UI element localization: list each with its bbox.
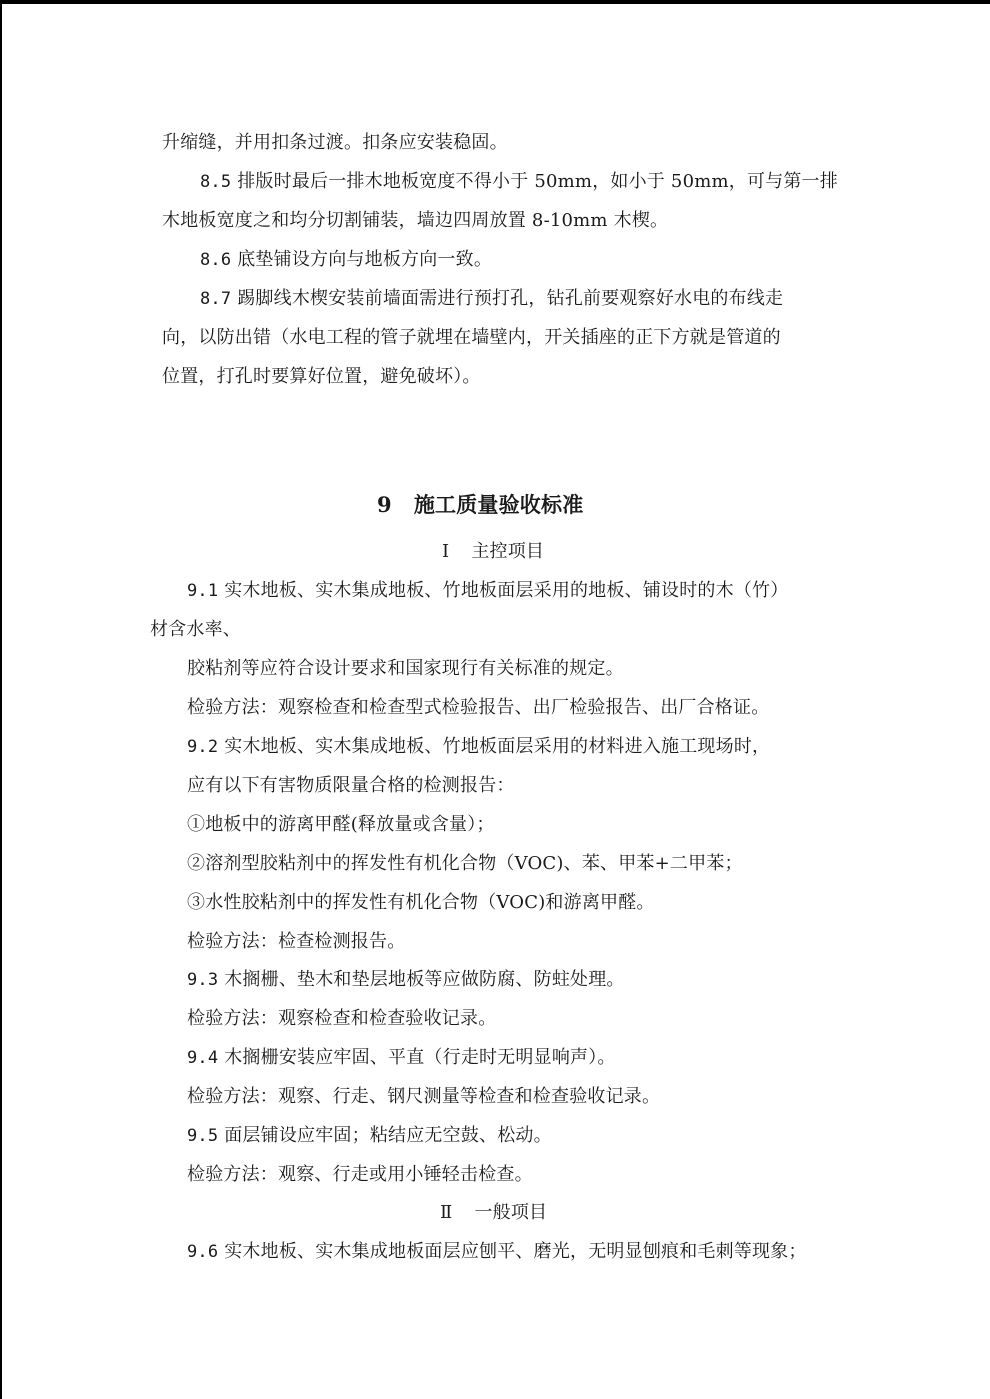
clause-8-5: 8.5 排版时最后一排木地板宽度不得小于 50mm，如小于 50mm，可与第一排 [200,171,838,192]
paragraph-line: 升缩缝，并用扣条过渡。扣条应安装稳固。 [162,132,508,153]
clause-8-7: 8.7 踢脚线木楔安装前墙面需进行预打孔，钻孔前要观察好水电的布线走 [200,288,784,309]
clause-9-1: 9.1 实木地板、实木集成地板、竹地板面层采用的地板、铺设时的木（竹） [187,580,789,601]
clause-number: 9.3 [187,970,219,990]
clause-number: 8.6 [200,250,232,270]
paragraph-line: 位置，打孔时要算好位置，避免破坏）。 [162,366,481,387]
page-left-border [0,0,2,1399]
section-heading [377,493,583,517]
inspection-method: 检验方法：观察检查和检查验收记录。 [187,1008,497,1029]
clause-number: 9.2 [187,737,219,757]
list-item: ②溶剂型胶粘剂中的挥发性有机化合物（VOC)、苯、甲苯+二甲苯； [187,853,743,874]
section-number: 9 [377,492,392,517]
subsection-heading-main-control: Ⅰ 主控项目 [442,541,545,562]
inspection-method: 检验方法：观察、行走、钢尺测量等检查和检查验收记录。 [187,1086,661,1107]
clause-number: 8.5 [200,172,232,192]
inspection-method: 检验方法：观察检查和检查型式检验报告、出厂检验报告、出厂合格证。 [187,697,770,718]
section-title: 施工质量验收标准 [413,492,584,517]
list-item: ③水性胶粘剂中的挥发性有机化合物（VOC)和游离甲醛。 [187,892,655,913]
inspection-method: 检验方法：观察、行走或用小锤轻击检查。 [187,1164,533,1185]
paragraph-line: 向，以防出错（水电工程的管子就埋在墙壁内，开关插座的正下方就是管道的 [162,327,781,348]
list-item: ①地板中的游离甲醛(释放量或含量）； [187,814,495,835]
clause-number: 8.7 [200,289,232,309]
subsection-heading-general: Ⅱ 一般项目 [440,1202,548,1223]
paragraph-line: 应有以下有害物质限量合格的检测报告： [187,775,515,796]
clause-8-6: 8.6 底垫铺设方向与地板方向一致。 [200,249,493,270]
clause-9-5: 9.5 面层铺设应牢固；粘结应无空鼓、松动。 [187,1125,552,1146]
paragraph-line: 材含水率、 [150,619,241,640]
clause-number: 9.5 [187,1126,219,1146]
paragraph-line: 木地板宽度之和均分切割铺装，墙边四周放置 8-10mm 木楔。 [162,210,669,231]
page-top-border [0,0,990,4]
clause-number: 9.6 [187,1242,219,1262]
clause-9-4: 9.4 木搁栅安装应牢固、平直（行走时无明显响声）。 [187,1047,616,1068]
clause-number: 9.4 [187,1048,219,1068]
clause-number: 9.1 [187,581,219,601]
paragraph-line: 胶粘剂等应符合设计要求和国家现行有关标准的规定。 [187,658,624,679]
clause-9-3: 9.3 木搁栅、垫木和垫层地板等应做防腐、防蛀处理。 [187,969,625,990]
clause-9-2: 9.2 实木地板、实木集成地板、竹地板面层采用的材料进入施工现场时， [187,736,771,757]
inspection-method: 检验方法：检查检测报告。 [187,931,406,952]
clause-9-6: 9.6 实木地板、实木集成地板面层应刨平、磨光，无明显刨痕和毛刺等现象； [187,1241,807,1262]
